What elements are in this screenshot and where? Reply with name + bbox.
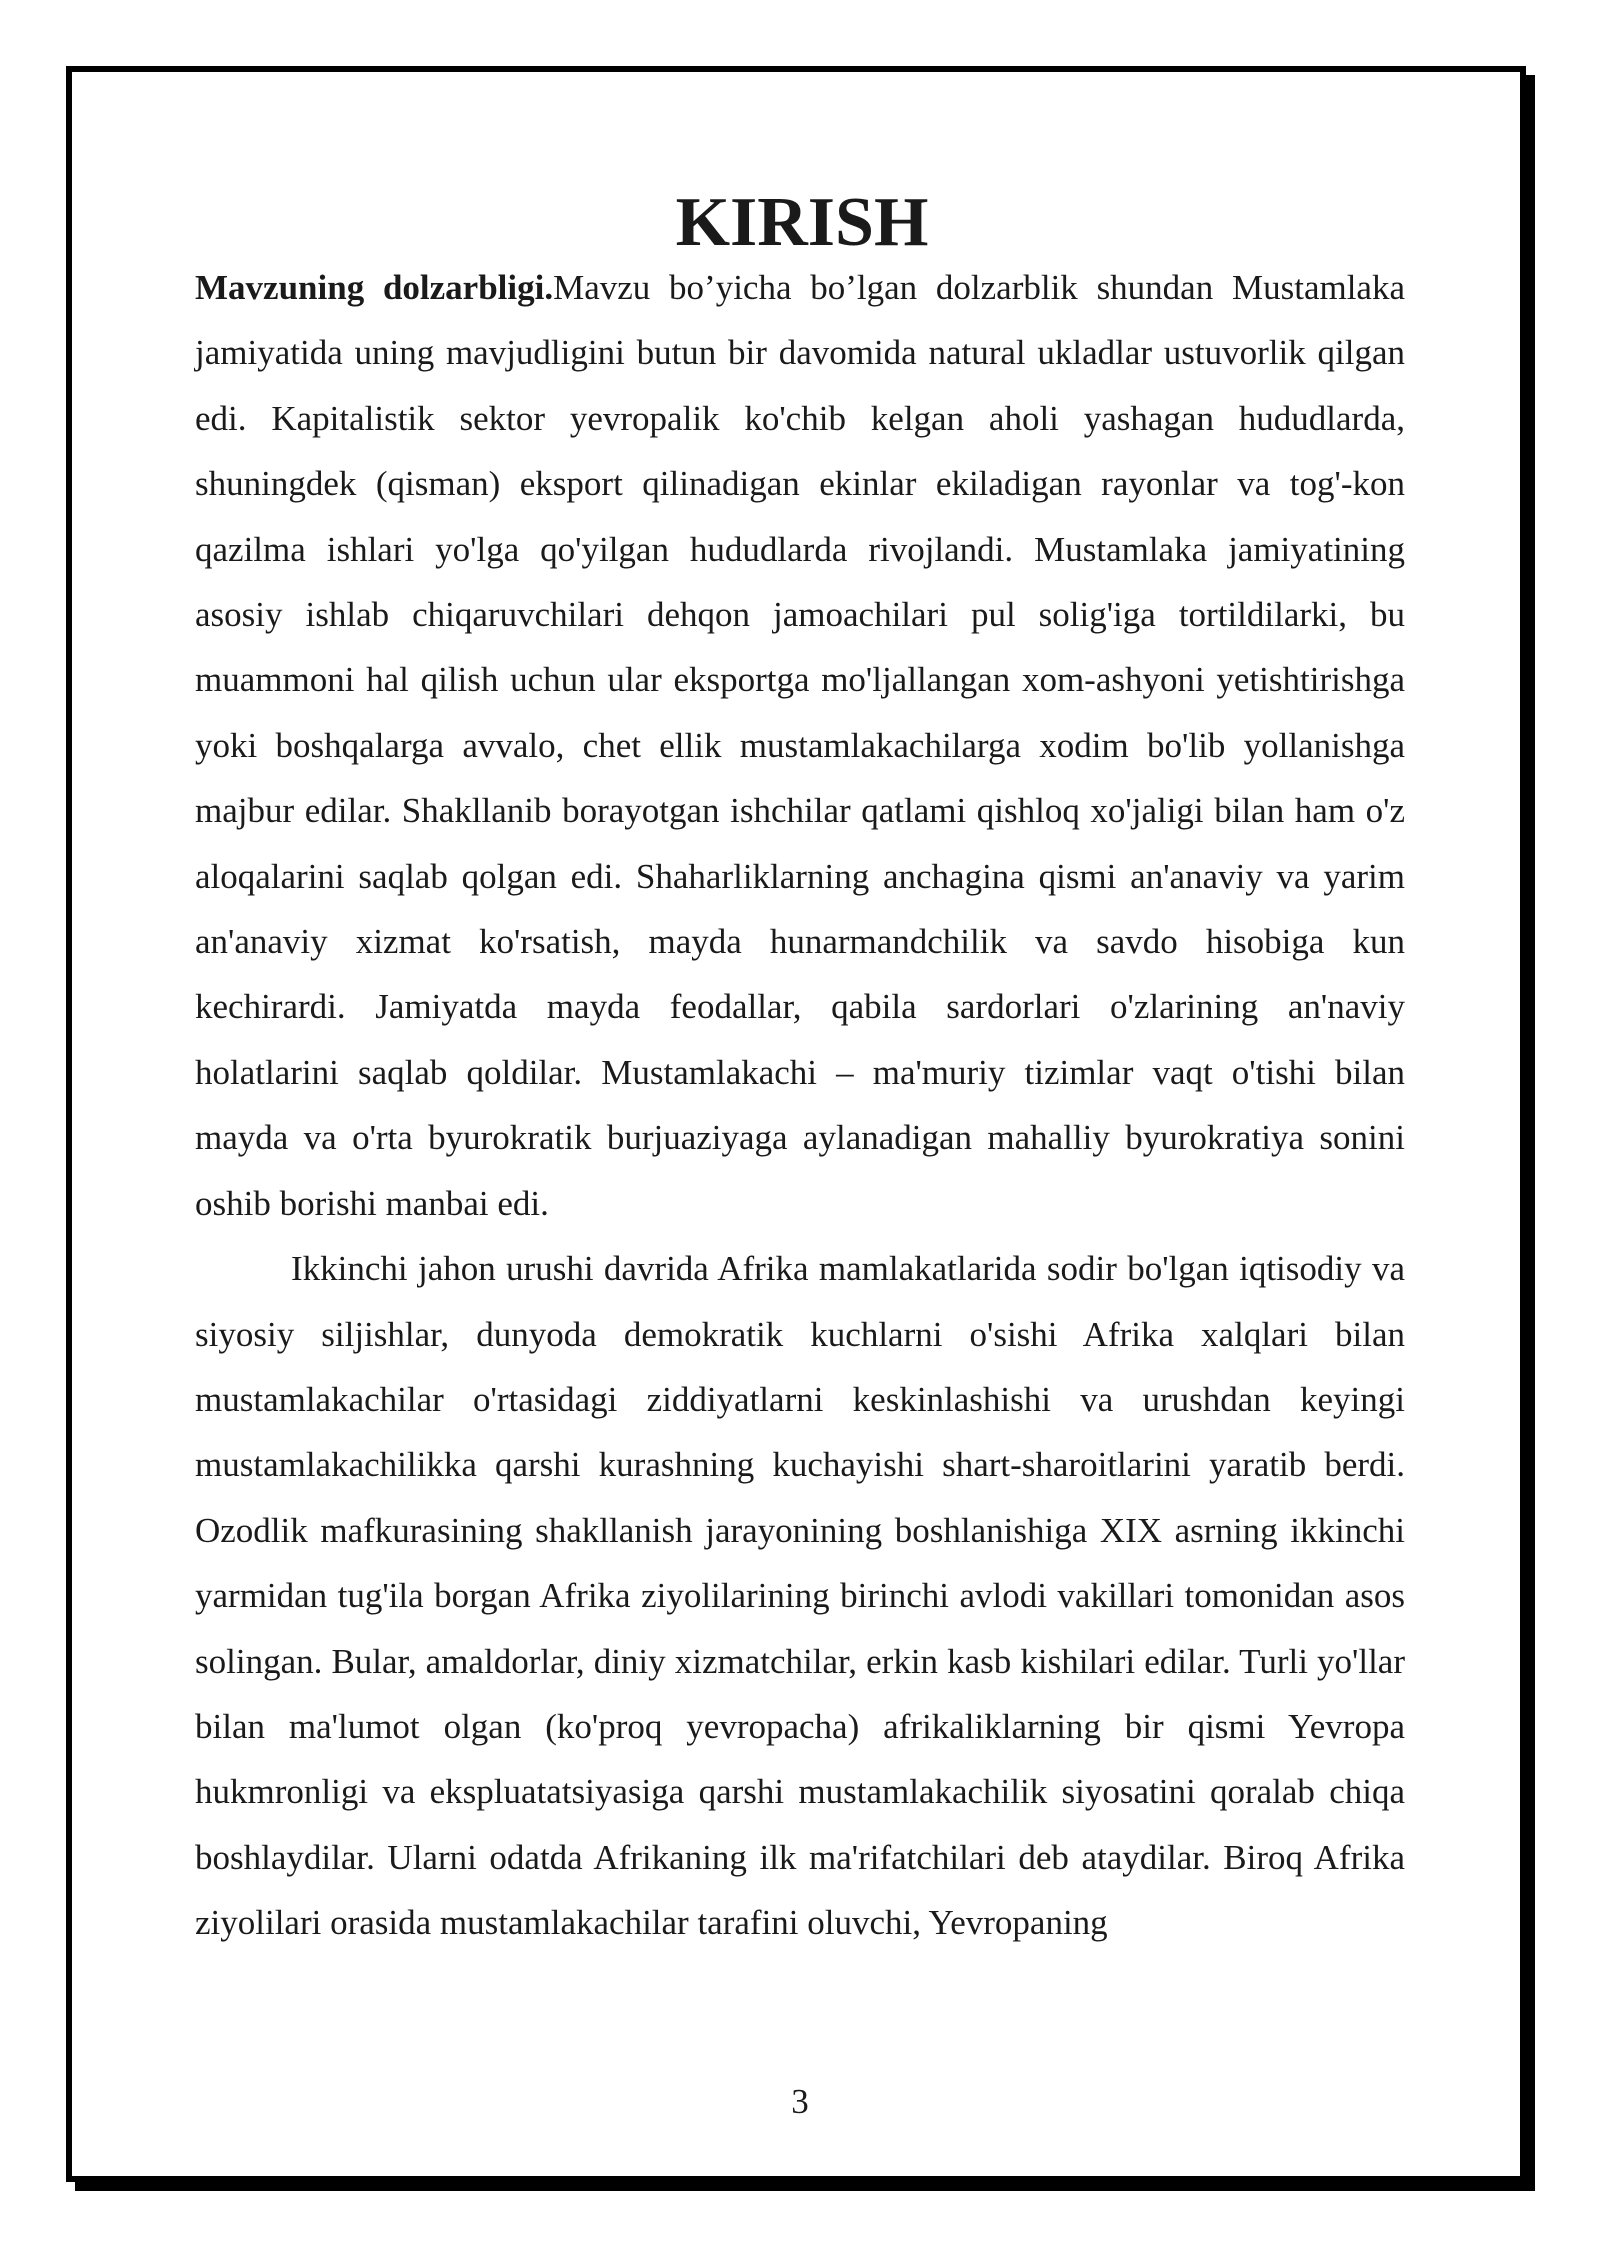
page-title: KIRISH xyxy=(675,184,929,261)
paragraph-relevance xyxy=(195,255,1405,1236)
paragraph-ww2: Ikkinchi jahon urushi davrida Afrika mamlakatlarida sodir bo'lgan iqtisodiy va siyosiy siljishlar, dunyoda demokratik kuchlarni o'sishi Afrika xalqlari bilan mustamlakachilar o'rtasidagi ziddiyatlarni keskinlashishi va urushdan keyingi mustamlakachilikka qarshi kurashning kuchayishi shart-sharoitlarini yaratib berdi. Ozodlik mafkurasining shakllanish jarayonining boshlanishiga XIX asrning ikkinchi yarmidan tug'ila borgan Afrika ziyolilarining birinchi avlodi vakillari tomonidan asos solingan. Bular, amaldorlar, diniy xizmatchilar, erkin kasb kishilari edilar. Turli yo'llar bilan ma'lumot olgan (ko'proq yevropacha) afrikaliklarning bir qismi Yevropa hukmronligi va ekspluatatsiyasiga qarshi mustamlakachilik siyosatini qoralab chiqa boshlaydilar. Ularni odatda Afrikaning ilk ma'rifatchilari deb ataydilar. Biroq Afrika ziyolilari orasida mustamlakachilar tarafini oluvchi, Yevropaning xyxy=(195,1249,1405,1943)
document-body xyxy=(195,184,1405,1956)
page-number: 3 xyxy=(791,2082,809,2121)
paragraph-lead: Mavzuning dolzarbligi. xyxy=(195,268,554,307)
paragraph-text: Mavzu bo’yicha bo’lgan dolzarblik shundan Mustamlaka jamiyatida uning mavjudligini butun bir davomida natural ukladlar ustuvorlik qilgan edi. Kapitalistik sektor yevropalik ko'chib kelgan aholi yashagan hududlarda, shuningdek (qisman) eksport qilinadigan ekinlar ekiladigan rayonlar va tog'-kon qazilma ishlari yo'lga qo'yilgan hududlarda rivojlandi. Mustamlaka jamiyatining asosiy ishlab chiqaruvchilari dehqon jamoachilari pul solig'iga tortildilarki, bu muammoni hal qilish uchun ular eksportga mo'ljallangan xom-ashyoni yetishtirishga yoki boshqalarga avvalo, chet ellik mustamlakachilarga xodim bo'lib yollanishga majbur edilar. Shakllanib borayotgan ishchilar qatlami qishloq xo'jaligi bilan ham o'z aloqalarini saqlab qolgan edi. Shaharliklarning anchagina qismi an'anaviy va yarim an'anaviy xizmat ko'rsatish, mayda hunarmandchilik va savdo hisobiga kun kechirardi. Jamiyatda mayda feodallar, qabila sardorlari o'zlarining an'naviy holatlarini saqlab qoldilar. Mustamlakachi – ma'muriy tizimlar vaqt o'tishi bilan mayda va o'rta byurokratik burjuaziyaga aylanadigan mahalliy byurokratiya sonini oshib borishi manbai edi. xyxy=(195,268,1405,1223)
